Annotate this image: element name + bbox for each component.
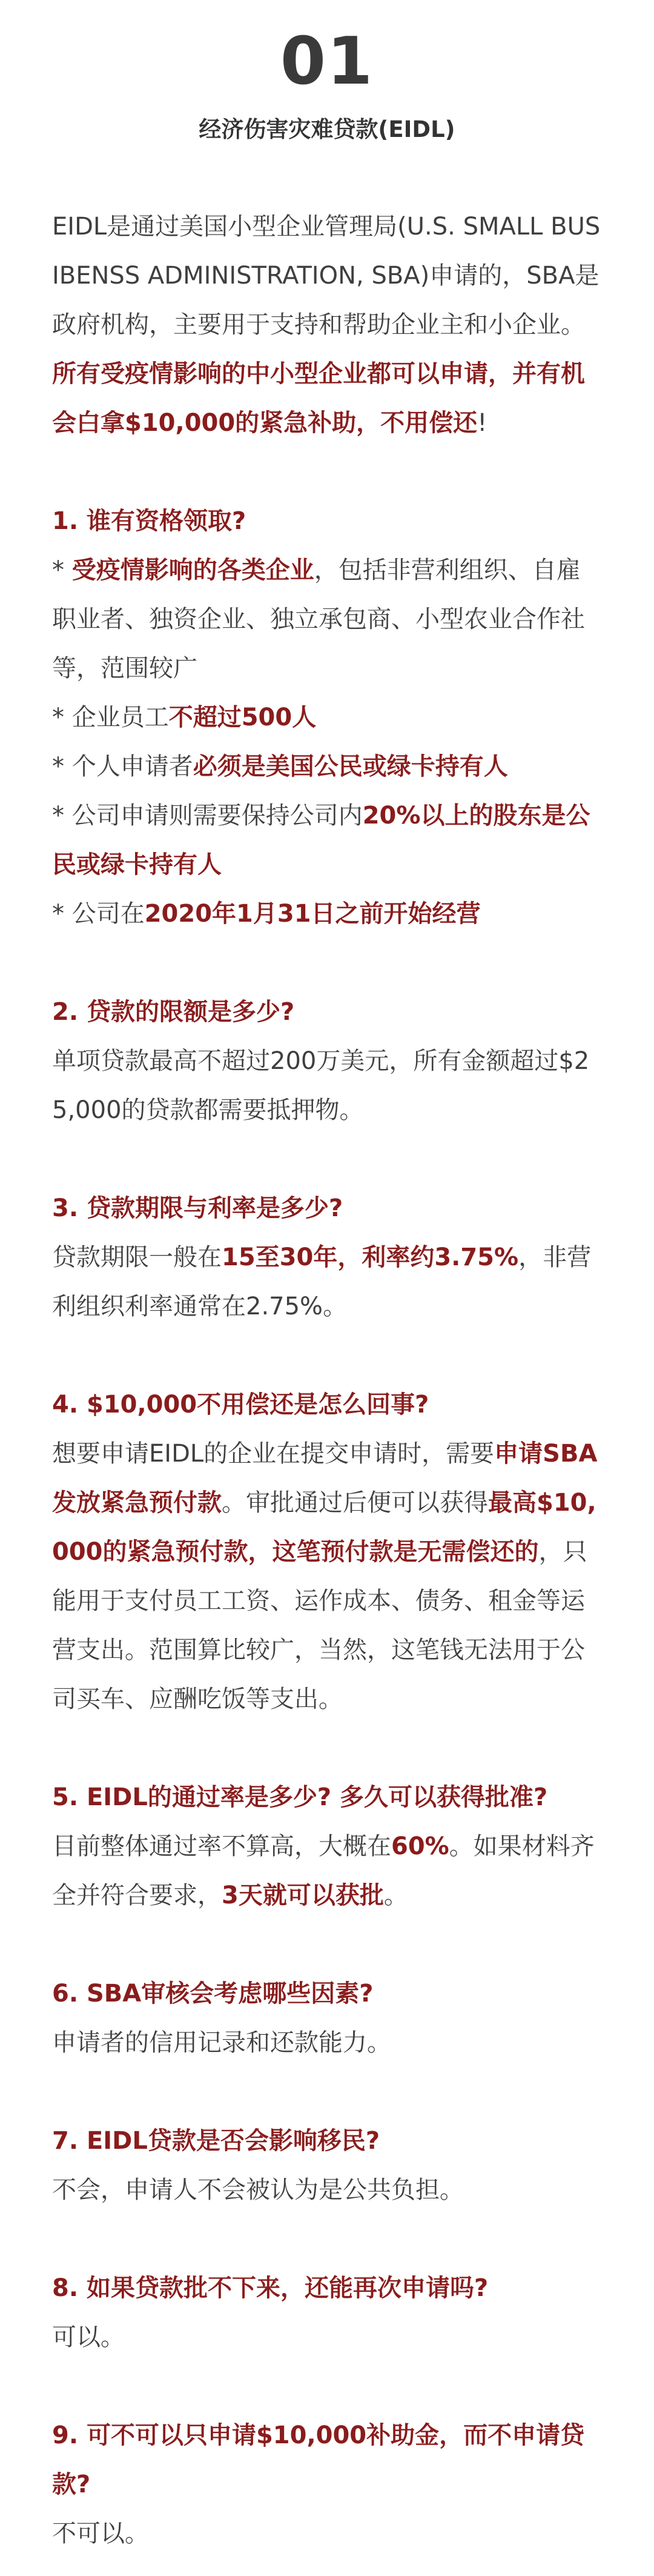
body-text: * 企业员工 <box>52 704 169 732</box>
highlight-text: 15至30年，利率约3.75% <box>222 1243 519 1272</box>
eligibility-item-4 <box>52 791 602 890</box>
question-3-heading: 3. 贷款期限与利率是多少? <box>52 1194 343 1223</box>
question-4-answer <box>52 1429 602 1724</box>
question-7-block <box>52 2117 602 2215</box>
eligibility-item-3 <box>52 742 602 791</box>
eligibility-item-5 <box>52 890 602 939</box>
question-6-heading: 6. SBA审核会考虑哪些因素? <box>52 1980 374 2008</box>
question-7-heading: 7. EIDL贷款是否会影响移民? <box>52 2127 380 2155</box>
highlight-text: 20%以上的股东是公民或绿卡持有人 <box>52 802 590 879</box>
body-text: * 公司在 <box>52 900 145 928</box>
intro-paragraph <box>52 202 602 448</box>
question-1-block <box>52 497 602 939</box>
question-9-block <box>52 2411 602 2558</box>
question-1-heading: 1. 谁有资格领取? <box>52 507 246 536</box>
question-3-answer <box>52 1233 602 1331</box>
question-8-answer: 可以。 <box>52 2323 125 2352</box>
question-9-heading: 9. 可不可以只申请$10,000补助金，而不申请贷款? <box>52 2421 585 2499</box>
question-5-block <box>52 1773 602 1920</box>
intro-text: EIDL是通过美国小型企业管理局(U.S. SMALL BUSIBENSS ADMINISTRATION, SBA)申请的，SBA是政府机构，主要用于支持和帮助企业主和小企业。 <box>52 213 601 339</box>
body-text: ，非营利组织利率通常在2.75%。 <box>52 1243 592 1321</box>
question-2-heading: 2. 贷款的限额是多少? <box>52 998 295 1027</box>
question-9-answer: 不可以。 <box>52 2520 149 2548</box>
question-2-block <box>52 988 602 1135</box>
body-text: ，包括非营利组织、自雇职业者、独资企业、独立承包商、小型农业合作社等，范围较广 <box>52 556 585 683</box>
section-title: 经济伤害灾难贷款(EIDL) <box>199 116 455 142</box>
highlight-text: 必须是美国公民或绿卡持有人 <box>193 753 508 781</box>
body-text: * 公司申请则需要保持公司内 <box>52 802 363 830</box>
section-number: 01 <box>280 24 374 99</box>
question-2-answer: 单项贷款最高不超过200万美元，所有金额超过$25,000的贷款都需要抵押物。 <box>52 1047 590 1125</box>
eligibility-item-1 <box>52 546 602 693</box>
intro-highlight: 所有受疫情影响的中小型企业都可以申请，并有机会白拿$10,000的紧急补助，不用偿还 <box>52 360 585 438</box>
body-text: 目前整体通过率不算高，大概在 <box>52 1832 391 1861</box>
question-7-answer: 不会，申请人不会被认为是公共负担。 <box>52 2176 464 2205</box>
highlight-text: 2020年1月31日之前开始经营 <box>144 900 481 928</box>
eligibility-item-2 <box>52 693 602 742</box>
question-4-block <box>52 1380 602 1724</box>
bullet-prefix: * <box>52 556 72 585</box>
body-text: * 个人申请者 <box>52 753 193 781</box>
question-5-answer <box>52 1822 602 1920</box>
body-text: 。审批通过后便可以获得 <box>222 1489 488 1517</box>
body-text: 想要申请EIDL的企业在提交申请时，需要 <box>52 1440 495 1468</box>
body-text: 。如果材料齐全并符合要求， <box>52 1832 595 1910</box>
question-8-heading: 8. 如果贷款批不下来，还能再次申请吗? <box>52 2274 489 2303</box>
question-8-block <box>52 2264 602 2362</box>
question-4-heading: 4. $10,000不用偿还是怎么回事? <box>52 1391 429 1419</box>
question-6-answer: 申请者的信用记录和还款能力。 <box>52 2029 391 2057</box>
body-text: 贷款期限一般在 <box>52 1243 222 1272</box>
highlight-text: 3天就可以获批 <box>222 1882 384 1910</box>
highlight-text: 受疫情影响的各类企业 <box>71 556 314 585</box>
highlight-text: 不超过500人 <box>168 704 317 732</box>
highlight-text: 最高$10,000的紧急预付款，这笔预付款是无需偿还的 <box>52 1489 596 1566</box>
question-3-block <box>52 1184 602 1331</box>
highlight-text: 申请SBA发放紧急预付款 <box>52 1440 598 1517</box>
body-text: ，只能用于支付员工工资、运作成本、债务、租金等运营支出。范围算比较广，当然，这笔钱无法用于公司买车、应酬吃饭等支出。 <box>52 1538 587 1714</box>
highlight-text: 60% <box>391 1832 449 1861</box>
intro-exclamation: ! <box>477 409 487 438</box>
question-5-heading: 5. EIDL的通过率是多少? 多久可以获得批准? <box>52 1783 548 1812</box>
body-text: 。 <box>383 1882 408 1910</box>
question-6-block <box>52 1969 602 2068</box>
